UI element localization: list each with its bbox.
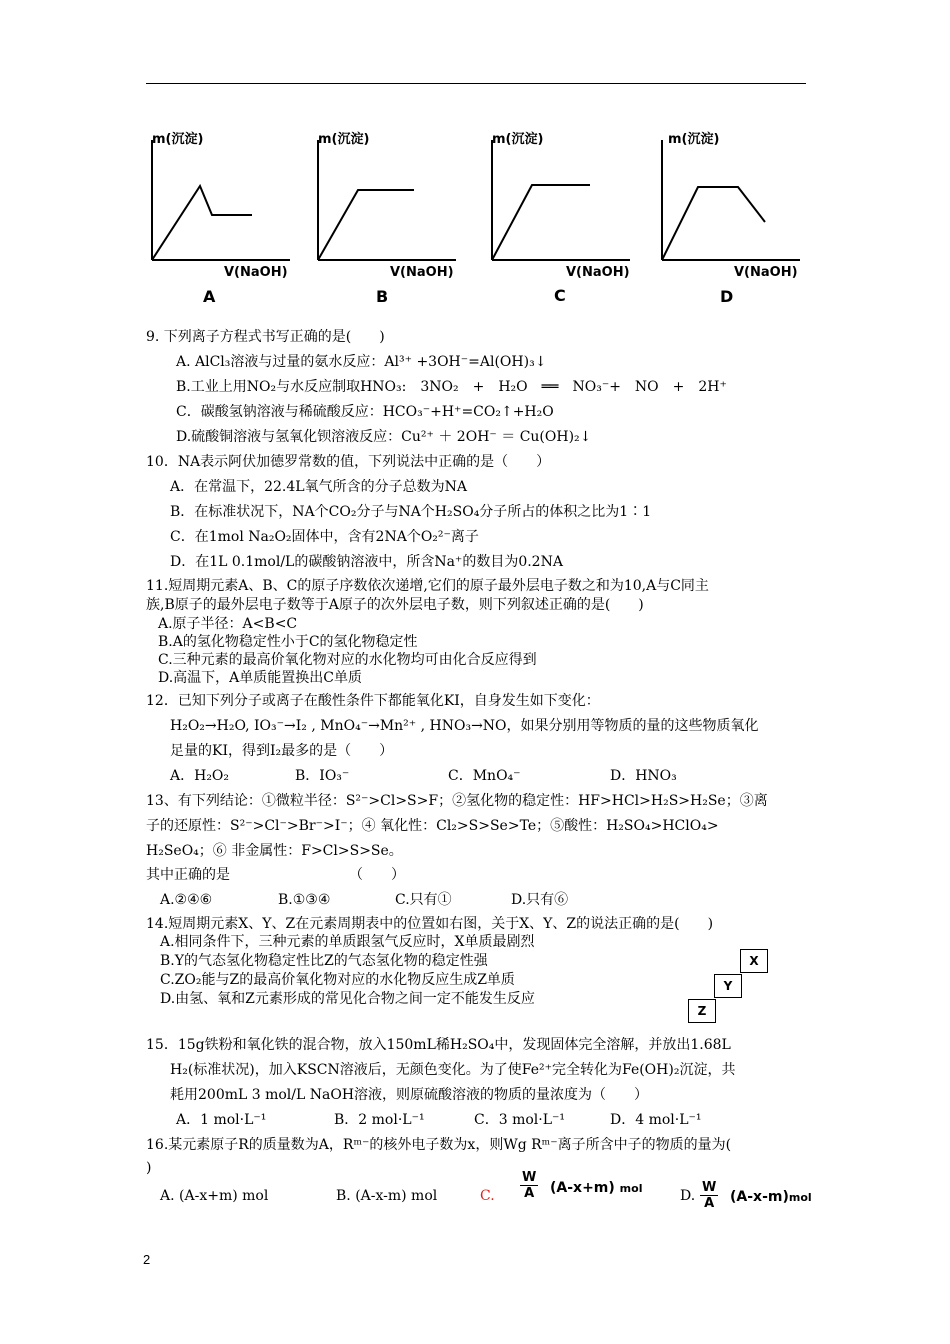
q15-option-d: D．4 mol·L⁻¹ bbox=[610, 1112, 702, 1128]
q15-option-c: C．3 mol·L⁻¹ bbox=[474, 1112, 565, 1128]
q14-option-b: B.Y的气态氢化物稳定性比Z的气态氢化物的稳定性强 bbox=[160, 953, 488, 969]
q14-option-a: A.相同条件下，三种元素的单质跟氢气反应时，X单质最剧烈 bbox=[160, 934, 535, 950]
q15-line2: H₂(标准状况)，加入KSCN溶液后，无颜色变化。为了使Fe²⁺完全转化为Fe(OH)₂沉淀，共 bbox=[170, 1062, 736, 1078]
graph-letter: B bbox=[376, 287, 389, 306]
q10-option-c: C．在1mol Na₂O₂固体中，含有2NA个O₂²⁻离子 bbox=[170, 529, 479, 545]
y-axis-label: m(沉淀) bbox=[152, 132, 204, 147]
graph-letter: C bbox=[554, 286, 566, 305]
q16-option-d-expression bbox=[730, 1189, 812, 1205]
q11-option-b: B.A的氢化物稳定性小于C的氢化物稳定性 bbox=[158, 634, 418, 650]
page-number: 2 bbox=[143, 1252, 151, 1267]
fraction-denominator: A bbox=[524, 1186, 535, 1201]
q14-stem: 14.短周期元素X、Y、Z在元素周期表中的位置如右图，关于X、Y、Z的说法正确的是( ) bbox=[146, 916, 714, 932]
graph-b-plot bbox=[306, 120, 476, 310]
q16-option-c-fraction bbox=[520, 1170, 538, 1201]
graph-c-plot bbox=[480, 120, 650, 310]
periodic-cell-x: X bbox=[740, 949, 768, 973]
expression-text: (A-x-m) bbox=[730, 1189, 789, 1205]
q13-option-a: A.②④⑥ bbox=[160, 892, 213, 908]
q13-line3: H₂SeO₄；⑥ 非金属性：F>Cl>S>Se。 bbox=[146, 843, 403, 859]
q9-stem: 9. 下列离子方程式书写正确的是( ) bbox=[146, 329, 385, 345]
q16-option-a: A. (A-x+m) mol bbox=[160, 1188, 269, 1204]
q13-option-c: C.只有① bbox=[395, 892, 452, 908]
q15-line1: 15．15g铁粉和氧化铁的混合物，放入150mL稀H₂SO₄中，发现固体完全溶解，并放出1.68L bbox=[146, 1037, 731, 1053]
q10-option-a: A．在常温下，22.4L氧气所含的分子总数为NA bbox=[170, 479, 467, 495]
expression-text: (A-x+m) bbox=[550, 1180, 615, 1196]
y-axis-label: m(沉淀) bbox=[668, 132, 720, 147]
q11-stem-line2: 族,B原子的最外层电子数等于A原子的次外层电子数，则下列叙述正确的是( ) bbox=[146, 597, 644, 613]
q9-option-a: A. AlCl₃溶液与过量的氨水反应：Al³⁺ +3OH⁻=Al(OH)₃↓ bbox=[176, 354, 547, 370]
q16-option-c-label: C. bbox=[480, 1188, 495, 1204]
graph-a-plot bbox=[140, 120, 310, 310]
y-axis-label: m(沉淀) bbox=[492, 132, 544, 147]
x-axis-label: V(NaOH) bbox=[566, 265, 630, 280]
fraction-denominator: A bbox=[704, 1196, 715, 1211]
q10-option-d: D．在1L 0.1mol/L的碳酸钠溶液中，所含Na⁺的数目为0.2NA bbox=[170, 554, 563, 570]
q10-stem: 10．NA表示阿伏加德罗常数的值，下列说法中正确的是（ ） bbox=[146, 454, 551, 470]
graph-letter: A bbox=[203, 287, 216, 306]
graph-d bbox=[650, 120, 820, 310]
q16-option-c-expression bbox=[550, 1180, 642, 1196]
q11-stem-line1: 11.短周期元素A、B、C的原子序数依次递增,它们的原子最外层电子数之和为10,A与C同主 bbox=[146, 578, 709, 594]
q12-option-c: C．MnO₄⁻ bbox=[448, 768, 521, 784]
q13-line1: 13、有下列结论：①微粒半径：S²⁻>Cl>S>F；②氢化物的稳定性：HF>HCl>H₂S>H₂Se；③离 bbox=[146, 793, 768, 809]
y-axis-label: m(沉淀) bbox=[318, 132, 370, 147]
q12-option-b: B．IO₃⁻ bbox=[295, 768, 350, 784]
header-rule bbox=[146, 83, 806, 84]
q11-option-c: C.三种元素的最高价氧化物对应的水化物均可由化合反应得到 bbox=[158, 652, 537, 668]
q15-line3: 耗用200mL 3 mol/L NaOH溶液，则原硫酸溶液的物质的量浓度为（ ） bbox=[170, 1087, 649, 1103]
q14-option-c: C.ZO₂能与Z的最高价氧化物对应的水化物反应生成Z单质 bbox=[160, 972, 515, 988]
x-axis-label: V(NaOH) bbox=[224, 265, 288, 280]
q11-option-d: D.高温下，A单质能置换出C单质 bbox=[158, 670, 362, 686]
q13-option-d: D.只有⑥ bbox=[511, 892, 569, 908]
graph-b bbox=[306, 120, 476, 310]
q13-line2: 子的还原性：S²⁻>Cl⁻>Br⁻>I⁻；④ 氧化性：Cl₂>S>Se>Te；⑤酸性：H₂SO₄>HClO₄> bbox=[146, 818, 719, 834]
q12-line3: 足量的KI，得到I₂最多的是（ ） bbox=[170, 743, 394, 759]
q13-option-b: B.①③④ bbox=[278, 892, 331, 908]
q12-option-a: A．H₂O₂ bbox=[170, 768, 230, 784]
q9-option-b: B.工业上用NO₂与水反应制取HNO₃: 3NO₂ + H₂O ══ NO₃⁻+ NO + 2H⁺ bbox=[176, 379, 727, 395]
graph-a bbox=[140, 120, 310, 310]
q15-option-b: B．2 mol·L⁻¹ bbox=[334, 1112, 425, 1128]
q10-option-b: B．在标准状况下，NA个CO₂分子与NA个H₂SO₄分子所占的体积之比为1∶1 bbox=[170, 504, 652, 520]
x-axis-label: V(NaOH) bbox=[734, 265, 798, 280]
q16-option-d-fraction bbox=[700, 1180, 718, 1211]
fraction-numerator: W bbox=[522, 1170, 537, 1185]
q12-stem: 12．已知下列分子或离子在酸性条件下都能氧化KI，自身发生如下变化： bbox=[146, 693, 600, 709]
q12-line2: H₂O₂→H₂O, IO₃⁻→I₂ , MnO₄⁻→Mn²⁺ , HNO₃→NO，如果分别用等物质的量的这些物质氧化 bbox=[170, 718, 759, 734]
periodic-cell-z: Z bbox=[688, 999, 716, 1023]
unit-text: mol bbox=[788, 1191, 812, 1204]
periodic-cell-y: Y bbox=[714, 974, 742, 998]
q9-option-c: C．碳酸氢钠溶液与稀硫酸反应：HCO₃⁻+H⁺=CO₂↑+H₂O bbox=[176, 404, 554, 420]
graph-letter: D bbox=[720, 287, 734, 306]
q13-line4: 其中正确的是 （ ） bbox=[146, 867, 405, 883]
q9-option-d: D.硫酸铜溶液与氢氧化钡溶液反应：Cu²⁺ ＋ 2OH⁻ ＝ Cu(OH)₂↓ bbox=[176, 429, 592, 445]
graph-c bbox=[480, 120, 650, 310]
q16-option-b: B. (A-x-m) mol bbox=[336, 1188, 438, 1204]
q16-option-d-label: D. bbox=[680, 1188, 696, 1204]
q14-option-d: D.由氢、氧和Z元素形成的常见化合物之间一定不能发生反应 bbox=[160, 991, 535, 1007]
q12-option-d: D．HNO₃ bbox=[610, 768, 677, 784]
fraction-numerator: W bbox=[702, 1180, 717, 1195]
q11-option-a: A.原子半径：A<B<C bbox=[158, 616, 298, 632]
q16-line2: ) bbox=[146, 1160, 152, 1176]
x-axis-label: V(NaOH) bbox=[390, 265, 454, 280]
q15-option-a: A．1 mol·L⁻¹ bbox=[176, 1112, 267, 1128]
graph-d-plot bbox=[650, 120, 820, 310]
unit-text: mol bbox=[619, 1182, 643, 1195]
q16-line1: 16.某元素原子R的质量数为A，Rᵐ⁻的核外电子数为x，则Wg Rᵐ⁻离子所含中子的物质的量为( bbox=[146, 1137, 732, 1153]
